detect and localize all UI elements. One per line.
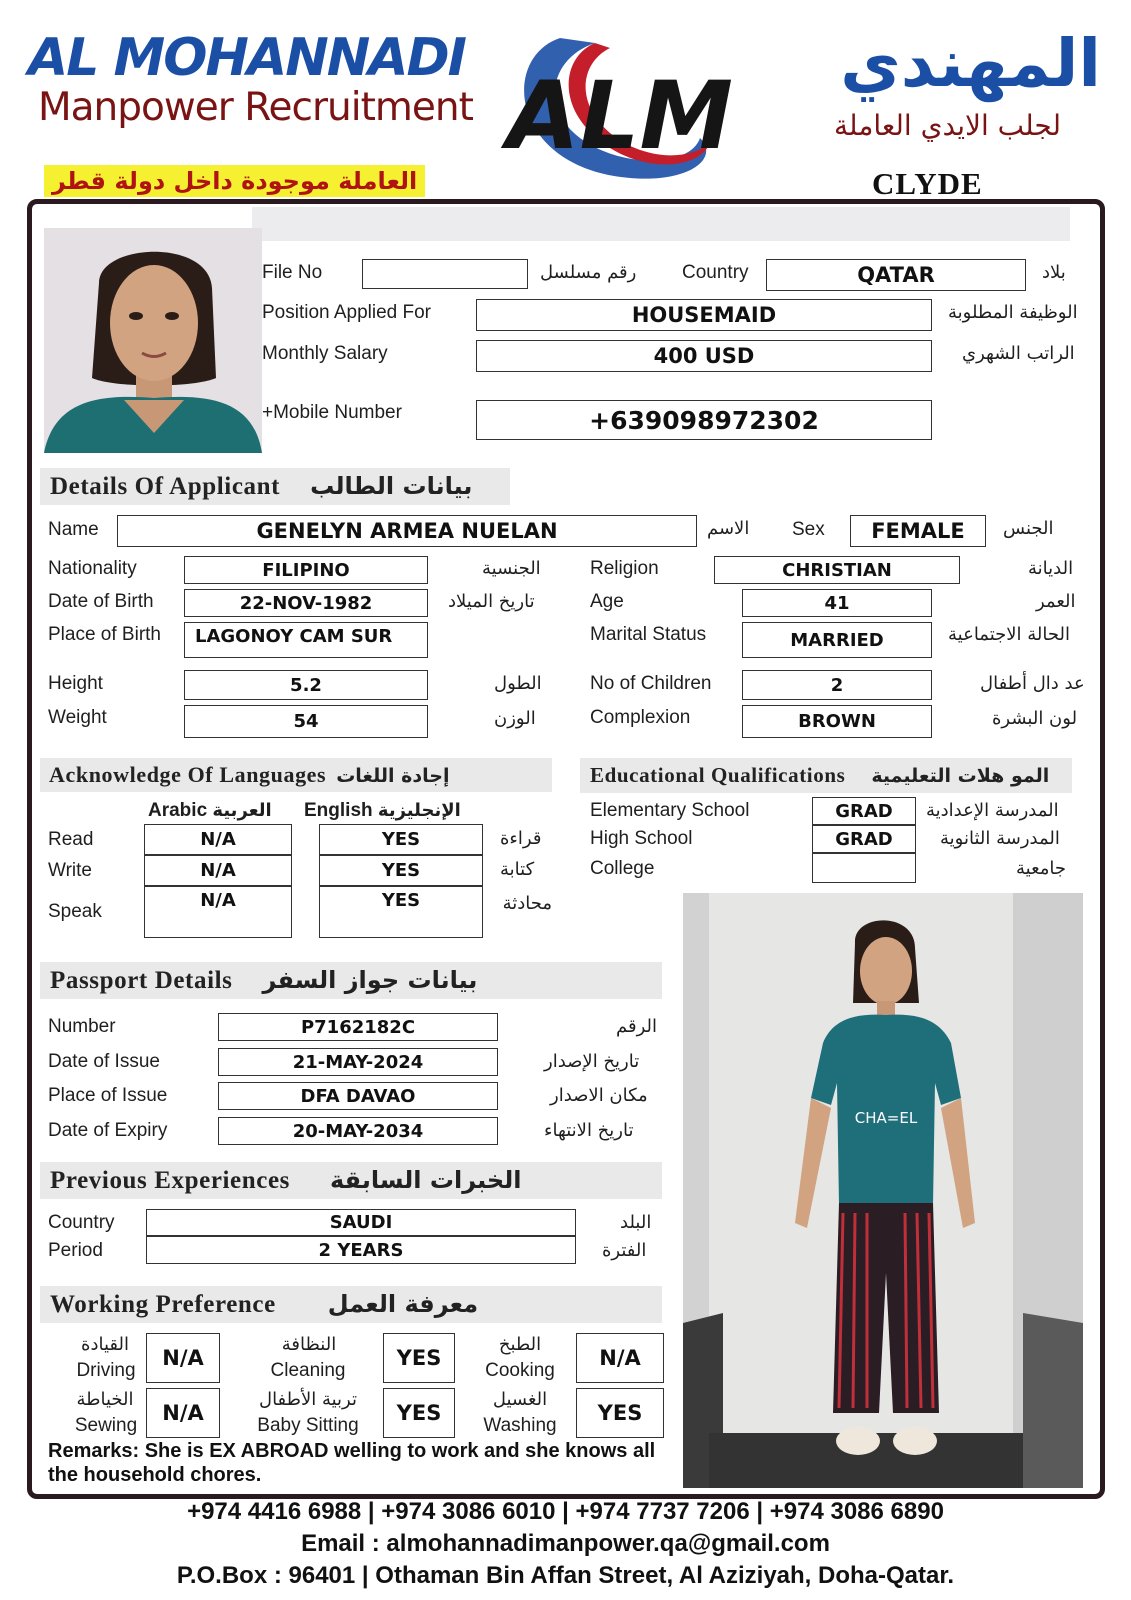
position-label-ar: الوظيفة المطلوبة — [948, 302, 1078, 323]
brand-name: AL MOHANNADI — [28, 28, 465, 88]
mobile-label: +Mobile Number — [262, 402, 402, 423]
country-label: Country — [682, 262, 749, 283]
age-label: Age — [590, 591, 624, 612]
marital-label: Marital Status — [590, 624, 707, 645]
expiry-date-label: Date of Expiry — [48, 1120, 168, 1141]
dob-label-ar: تاريخ الميلاد — [448, 591, 535, 612]
cleaning-field: YES — [383, 1333, 455, 1383]
education-title-ar: المو هلات التعليمية — [871, 765, 1050, 787]
country-field: QATAR — [766, 259, 1026, 291]
applicant-title-ar: بيانات الطالب — [310, 472, 473, 500]
babysitting-label: Baby Sitting — [257, 1415, 359, 1436]
exp-period-field: 2 YEARS — [146, 1236, 576, 1264]
pob-label: Place of Birth — [48, 624, 161, 645]
passport-title: Passport Details — [50, 967, 233, 994]
issue-date-field: 21-MAY-2024 — [218, 1048, 498, 1076]
religion-label: Religion — [590, 558, 659, 579]
nationality-label-ar: الجنسية — [482, 558, 541, 579]
education-title: Educational Qualifications — [590, 763, 846, 787]
position-field: HOUSEMAID — [476, 299, 932, 331]
complexion-field: BROWN — [742, 705, 932, 738]
top-band — [252, 207, 1070, 241]
file-no-label-ar: رقم مسلسل — [540, 262, 637, 283]
code-name: CLYDE — [872, 166, 983, 201]
height-label-ar: الطول — [494, 673, 542, 694]
speak-arabic: N/A — [144, 886, 292, 938]
file-no-field — [362, 259, 528, 289]
issue-place-label-ar: مكان الاصدار — [550, 1085, 648, 1106]
brand-arabic-name: المهندي — [840, 25, 1101, 102]
marital-label-ar: الحالة الاجتماعية — [948, 624, 1070, 645]
exp-country-label-ar: البلد — [620, 1212, 652, 1233]
english-header: English — [304, 800, 373, 821]
height-label: Height — [48, 673, 103, 694]
passport-title-ar: بيانات جواز السفر — [262, 966, 478, 994]
alm-logo — [500, 18, 740, 188]
working-section-title — [40, 1286, 662, 1323]
height-field: 5.2 — [184, 670, 428, 700]
logo-text: ALM — [506, 62, 734, 171]
brand-arabic-subtitle: لجلب الايدي العاملة — [834, 109, 1061, 142]
elementary-label: Elementary School — [590, 800, 750, 821]
college-label-ar: جامعية — [1016, 858, 1067, 879]
expiry-date-label-ar: تاريخ الانتهاء — [544, 1120, 634, 1141]
salary-label-ar: الراتب الشهري — [962, 343, 1075, 364]
read-english: YES — [319, 824, 483, 855]
passport-number-label: Number — [48, 1016, 116, 1037]
sewing-label: Sewing — [74, 1415, 138, 1436]
salary-label: Monthly Salary — [262, 343, 388, 364]
person-headshot-icon — [44, 228, 262, 453]
marital-field: MARRIED — [742, 622, 932, 658]
cooking-label: Cooking — [485, 1360, 555, 1381]
arabic-col-header — [148, 800, 272, 822]
arabic-header-ar: العربية — [212, 800, 272, 821]
complexion-label: Complexion — [590, 707, 691, 728]
country-label-ar: بلاد — [1042, 262, 1066, 283]
applicant-section-title — [40, 468, 510, 505]
education-section-title — [580, 758, 1072, 793]
driving-label-ar: القيادة — [81, 1334, 129, 1355]
children-label-ar: عد دال أطفال — [980, 673, 1085, 694]
english-header-ar: الإنجليزية — [377, 800, 461, 821]
experience-title-ar: الخبرات السابقة — [329, 1166, 522, 1194]
write-label: Write — [48, 860, 92, 881]
exp-country-field: SAUDI — [146, 1209, 576, 1236]
person-full-body-icon — [683, 893, 1083, 1488]
footer-phones: +974 4416 6988 | +974 3086 6010 | +974 7737 7206 | +974 3086 6890 — [187, 1498, 944, 1525]
issue-date-label-ar: تاريخ الإصدار — [544, 1051, 640, 1072]
sex-label: Sex — [792, 519, 825, 540]
applicant-title: Details Of Applicant — [50, 473, 281, 500]
speak-label: Speak — [48, 901, 102, 922]
dob-label: Date of Birth — [48, 591, 154, 612]
read-arabic: N/A — [144, 824, 292, 855]
passport-number-field: P7162182C — [218, 1013, 498, 1041]
expiry-date-field: 20-MAY-2034 — [218, 1117, 498, 1145]
mobile-field: +639098972302 — [476, 400, 932, 440]
passport-section-title — [40, 962, 662, 999]
working-title: Working Preference — [50, 1291, 276, 1318]
cleaning-label-ar: النظافة — [281, 1334, 337, 1355]
speak-english: YES — [319, 886, 483, 938]
sex-label-ar: الجنس — [1003, 518, 1054, 539]
elementary-label-ar: المدرسة الإعدادية — [926, 800, 1059, 821]
name-field: GENELYN ARMEA NUELAN — [117, 515, 697, 547]
nationality-field: FILIPINO — [184, 556, 428, 584]
issue-place-label: Place of Issue — [48, 1085, 168, 1106]
religion-field: CHRISTIAN — [714, 556, 960, 584]
cooking-label-ar: الطبخ — [498, 1334, 542, 1355]
cooking-field: N/A — [576, 1333, 664, 1383]
washing-label-ar: الغسيل — [492, 1389, 548, 1410]
driving-label: Driving — [76, 1360, 136, 1381]
washing-field: YES — [576, 1388, 664, 1438]
issue-date-label: Date of Issue — [48, 1051, 160, 1072]
exp-country-label: Country — [48, 1212, 115, 1233]
languages-title-ar: إجادة اللغات — [336, 765, 450, 787]
write-label-ar: كتابة — [500, 859, 535, 880]
age-label-ar: العمر — [1036, 591, 1076, 612]
write-arabic: N/A — [144, 855, 292, 886]
english-col-header — [304, 800, 461, 822]
file-no-label: File No — [262, 262, 323, 283]
sex-field: FEMALE — [850, 515, 986, 547]
full-body-photo — [683, 893, 1083, 1488]
children-field: 2 — [742, 670, 932, 700]
passport-number-label-ar: الرقم — [616, 1016, 658, 1037]
dob-field: 22-NOV-1982 — [184, 589, 428, 617]
in-qatar-banner: العاملة موجودة داخل دولة قطر — [44, 165, 425, 197]
college-field — [812, 853, 916, 883]
position-label: Position Applied For — [262, 302, 431, 323]
issue-place-field: DFA DAVAO — [218, 1082, 498, 1110]
washing-label: Washing — [483, 1415, 557, 1436]
exp-period-label-ar: الفترة — [602, 1240, 647, 1261]
highschool-label-ar: المدرسة الثانوية — [940, 828, 1060, 849]
footer-address: P.O.Box : 96401 | Othaman Bin Affan Street, Al Aziziyah, Doha-Qatar. — [176, 1562, 955, 1589]
experience-section-title — [40, 1162, 662, 1199]
arabic-header: Arabic — [148, 800, 208, 821]
religion-label-ar: الديانة — [1028, 558, 1074, 579]
logo-swoosh-icon — [500, 18, 740, 188]
driving-field: N/A — [146, 1333, 220, 1383]
read-label: Read — [48, 829, 94, 850]
age-field: 41 — [742, 589, 932, 617]
cleaning-label: Cleaning — [270, 1360, 346, 1381]
footer-email[interactable]: Email : almohannadimanpower.qa@gmail.com — [301, 1530, 830, 1557]
highschool-label: High School — [590, 828, 693, 849]
brand-arabic-block — [731, 20, 1101, 144]
brand-subtitle: Manpower Recruitment — [38, 85, 473, 130]
children-label: No of Children — [590, 673, 712, 694]
working-title-ar: معرفة العمل — [327, 1290, 479, 1318]
highschool-field: GRAD — [812, 825, 916, 853]
pob-field: LAGONOY CAM SUR — [184, 622, 428, 658]
brand-block — [28, 30, 498, 130]
sewing-field: N/A — [146, 1388, 220, 1438]
name-label-ar: الاسم — [707, 518, 750, 539]
salary-field: 400 USD — [476, 340, 932, 372]
experience-title: Previous Experiences — [50, 1167, 290, 1194]
read-label-ar: قراءة — [500, 828, 542, 849]
languages-section-title — [40, 758, 552, 792]
college-label: College — [590, 858, 655, 879]
name-label: Name — [48, 519, 99, 540]
weight-label-ar: الوزن — [494, 708, 536, 729]
babysitting-field: YES — [383, 1388, 455, 1438]
languages-title: Acknowledge Of Languages — [49, 762, 327, 787]
remarks-text: Remarks: She is EX ABROAD welling to work and she knows all the household chores. — [48, 1440, 656, 1486]
write-english: YES — [319, 855, 483, 886]
complexion-label-ar: لون البشرة — [992, 708, 1078, 729]
shirt-text: CHA=EL — [854, 1109, 918, 1127]
sewing-label-ar: الخياطة — [76, 1389, 134, 1410]
speak-label-ar: محادثة — [502, 893, 552, 914]
babysitting-label-ar: تربية الأطفال — [258, 1389, 357, 1410]
nationality-label: Nationality — [48, 558, 137, 579]
weight-label: Weight — [48, 707, 107, 728]
passport-photo — [44, 228, 262, 453]
elementary-field: GRAD — [812, 797, 916, 825]
weight-field: 54 — [184, 705, 428, 738]
exp-period-label: Period — [48, 1240, 103, 1261]
